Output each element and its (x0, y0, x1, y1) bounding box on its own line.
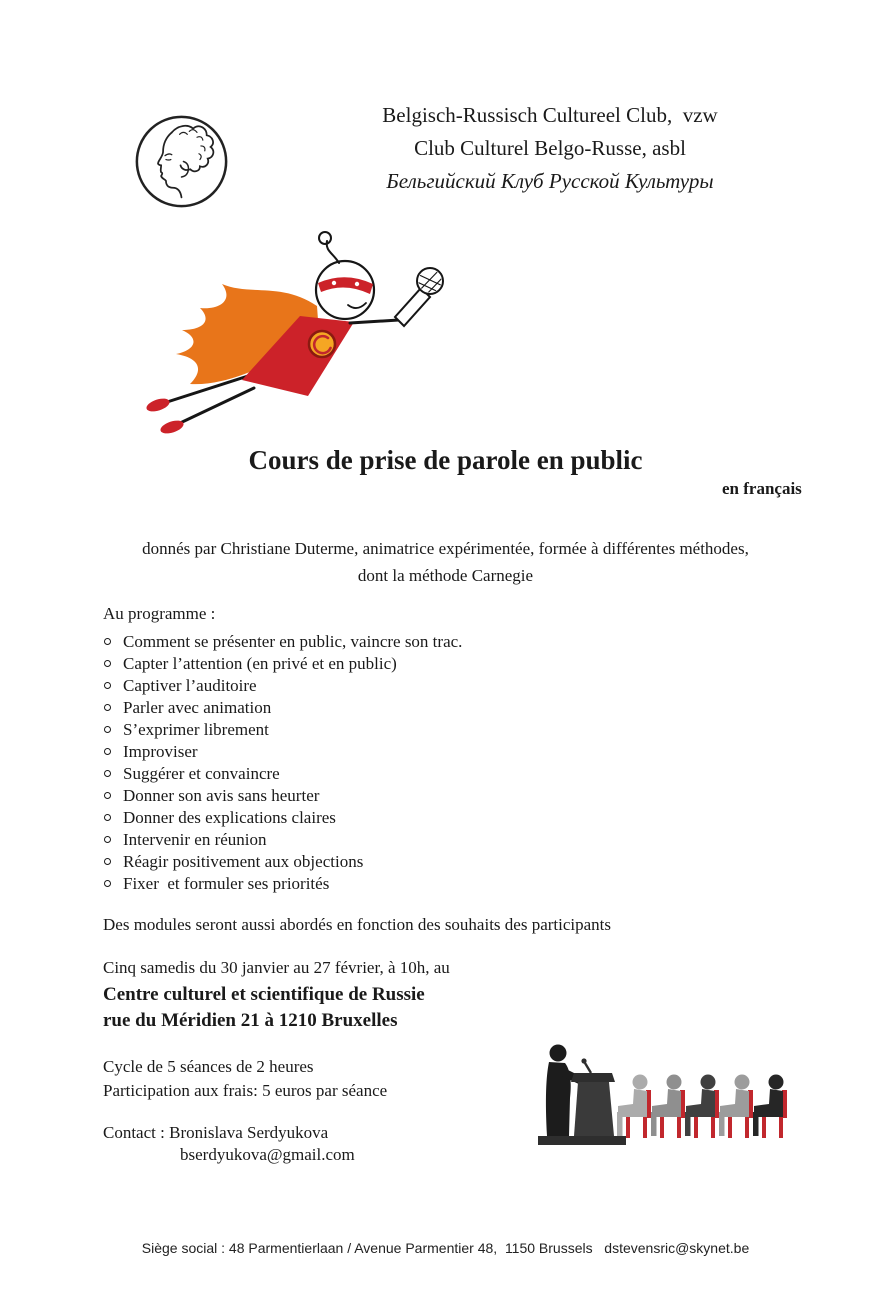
programme-item (103, 852, 462, 874)
programme-item (103, 808, 462, 830)
footer-address: Siège social : 48 Parmentierlaan / Avenue Parmentier 48, 1150 Brussels dstevensric@skynet.be (141, 1240, 750, 1256)
venue-address: rue du Méridien 21 à 1210 Bruxelles (103, 1010, 398, 1031)
bullet-icon (104, 660, 111, 667)
venue-block (103, 982, 425, 1034)
programme-item (103, 742, 462, 764)
course-title: Cours de prise de parole en public (248, 445, 643, 475)
contact-name: Contact : Bronislava Serdyukova (103, 1123, 329, 1142)
programme-item (103, 720, 462, 742)
programme-item (103, 632, 462, 654)
superhero-speaker-illustration (112, 226, 457, 446)
course-intro (0, 535, 891, 589)
speaker-audience-illustration (528, 1040, 800, 1148)
programme-item-label: Capter l’attention (en privé et en public) (123, 654, 397, 673)
venue-name: Centre culturel et scientifique de Russie (103, 984, 425, 1005)
bullet-icon (104, 770, 111, 777)
cycle-info: Cycle de 5 séances de 2 heures (103, 1057, 314, 1076)
intro-line-1: donnés par Christiane Duterme, animatrice expérimentée, formée à différentes méthodes, (142, 539, 749, 558)
programme-item (103, 764, 462, 786)
bullet-icon (104, 858, 111, 865)
modules-note: Des modules seront aussi abordés en fonction des souhaits des participants (103, 915, 612, 934)
bullet-icon (104, 814, 111, 821)
programme-item-label: Réagir positivement aux objections (123, 852, 364, 871)
programme-item (103, 676, 462, 698)
programme-item-label: Intervenir en réunion (123, 830, 267, 849)
programme-item (103, 786, 462, 808)
programme-item-label: Comment se présenter en public, vaincre son trac. (123, 632, 463, 651)
programme-item-label: Improviser (123, 742, 198, 761)
audience-member (719, 1075, 753, 1139)
programme-item-label: Fixer et formuler ses priorités (123, 874, 330, 893)
programme-item (103, 830, 462, 852)
programme-item-label: S’exprimer librement (123, 720, 269, 739)
schedule-dates: Cinq samedis du 30 janvier au 27 février, à 10h, au (103, 958, 450, 977)
programme-item (103, 874, 462, 896)
audience-member (651, 1075, 685, 1139)
club-logo-icon (133, 112, 230, 211)
programme-list (103, 632, 462, 896)
bullet-icon (104, 792, 111, 799)
bullet-icon (104, 748, 111, 755)
programme-item (103, 698, 462, 720)
programme-item-label: Donner des explications claires (123, 808, 336, 827)
bullet-icon (104, 704, 111, 711)
intro-line-2: dont la méthode Carnegie (357, 566, 534, 585)
bullet-icon (104, 638, 111, 645)
programme-item-label: Suggérer et convaincre (123, 764, 280, 783)
audience-member (685, 1075, 719, 1139)
club-name-french: Club Culturel Belgo-Russe, asbl (414, 136, 686, 160)
club-name-dutch: Belgisch-Russisch Cultureel Club, vzw (382, 103, 718, 127)
contact-email: bserdyukova@gmail.com (180, 1145, 355, 1164)
language-note: en français (722, 479, 802, 498)
speaker-silhouette (538, 1045, 626, 1146)
bullet-icon (104, 726, 111, 733)
club-name-russian: Бельгийский Клуб Русской Культуры (386, 169, 714, 193)
audience-member (617, 1075, 651, 1139)
programme-heading: Au programme : (103, 604, 216, 623)
fee-info: Participation aux frais: 5 euros par séance (103, 1081, 388, 1100)
programme-item (103, 654, 462, 676)
programme-item-label: Donner son avis sans heurter (123, 786, 320, 805)
bullet-icon (104, 836, 111, 843)
course-details (103, 1055, 387, 1103)
contact-block (103, 1122, 355, 1166)
bullet-icon (104, 682, 111, 689)
programme-item-label: Parler avec animation (123, 698, 272, 717)
bullet-icon (104, 880, 111, 887)
club-header (285, 99, 815, 198)
programme-item-label: Captiver l’auditoire (123, 676, 257, 695)
audience-member (753, 1075, 787, 1139)
